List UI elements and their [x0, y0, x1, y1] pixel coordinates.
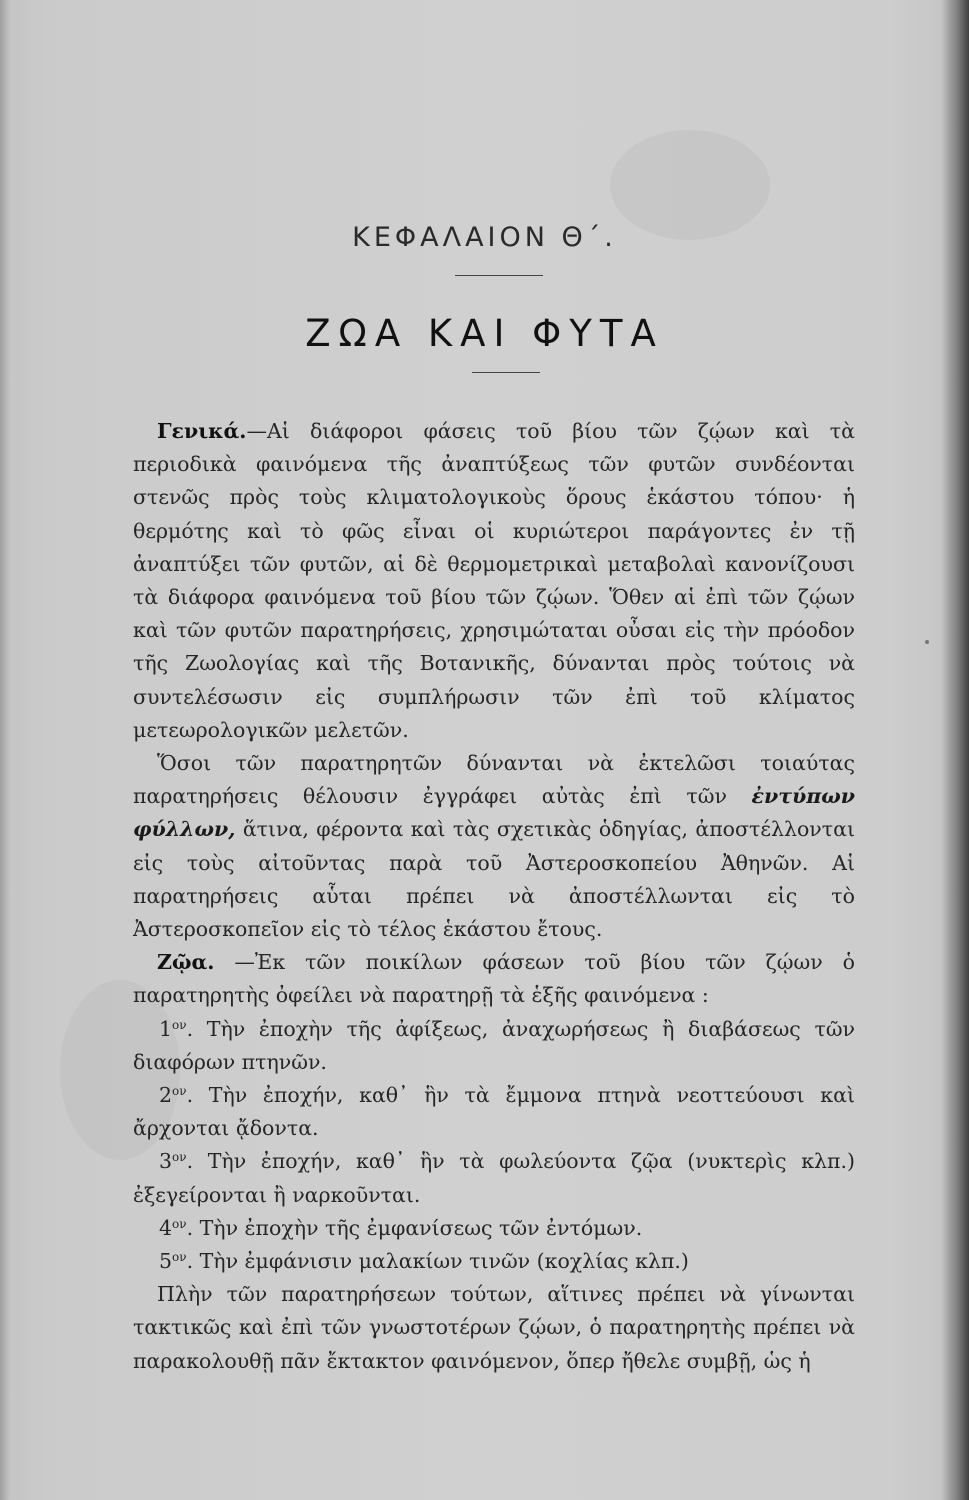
paragraph-head: Ζῷα.: [157, 950, 215, 975]
section-title: ΖΩΑ ΚΑΙ ΦΥΤΑ: [305, 312, 664, 355]
paragraph-animals: [133, 946, 855, 1012]
list-text: . Τὴν ἐποχήν, καθ᾽ ἣν τὰ φωλεύοντα ζῷα (νυκτερὶς κλπ.) ἐξεγείρονται ἢ ναρκοῦνται.: [133, 1149, 855, 1207]
list-text: . Τὴν ἐποχὴν τῆς ἀφίξεως, ἀναχωρήσεως ἢ διαβάσεως τῶν διαφόρων πτηνῶν.: [133, 1016, 855, 1074]
list-ordinal-suffix: ον: [172, 1250, 187, 1265]
list-number: 5: [159, 1249, 173, 1274]
body-text: [133, 415, 855, 1378]
list-ordinal-suffix: ον: [172, 1150, 187, 1165]
list-ordinal-suffix: ον: [172, 1216, 187, 1231]
list-number: 3: [159, 1149, 173, 1174]
divider-rule: [472, 372, 540, 373]
list-item: [133, 1079, 855, 1145]
list-item: [133, 1245, 855, 1278]
paper-speck: [925, 640, 929, 644]
paragraph-final: Πλὴν τῶν παρατηρήσεων τούτων, αἵτινες πρέπει νὰ γίνωνται τακτικῶς καὶ ἐπὶ τῶν γνωστοτέρων ζῴων, ὁ παρατηρητὴς πρέπει νὰ παρακολουθῇ πᾶν ἔκτακτον φαινόμενον, ὅπερ ἤθελε συμβῇ, ὡς ἡ: [133, 1282, 855, 1373]
paragraph-text: —Αἱ διάφοροι φάσεις τοῦ βίου τῶν ζῴων καὶ τὰ περιοδικὰ φαινόμενα τῆς ἀναπτύξεως τῶν φυτῶν συνδέονται στενῶς πρὸς τοὺς κλιματολογικοὺς ὅρους ἑκάστου τόπου· ἡ θερμότης καὶ τὸ φῶς εἶναι οἱ κυριώτεροι παράγοντες ἐν τῇ ἀναπτύξει τῶν φυτῶν, αἱ δὲ θερμομετρικαὶ μεταβολαὶ κανονίζουσι τὰ διάφορα φαινόμενα τοῦ βίου τῶν ζῴων. Ὅθεν αἱ ἐπὶ τῶν ζῴων καὶ τῶν φυτῶν παρατηρήσεις, χρησιμώταται οὖσαι εἰς τὴν πρόοδον τῆς Ζωολογίας καὶ τῆς Βοτανικῆς, δύνανται πρὸς τούτοις νὰ συντελέσωσιν εἰς συμπλήρωσιν τῶν ἐπὶ τοῦ κλίματος μετεωρολογικῶν μελετῶν.: [133, 419, 855, 742]
paragraph-text: ἅτινα, φέροντα καὶ τὰς σχετικὰς ὁδηγίας, ἀποστέλλονται εἰς τοὺς αἰτοῦντας παρὰ τοῦ Ἀστεροσκοπείου Ἀθηνῶν. Αἱ παρατηρήσεις αὗται πρέπει νὰ ἀποστέλλωνται εἰς τὸ Ἀστεροσκοπεῖον εἰς τὸ τέλος ἑκάστου ἔτους.: [133, 817, 855, 942]
paragraph-observers: [133, 747, 855, 946]
chapter-heading: ΚΕΦΑΛΑΙΟΝ Θ΄.: [352, 222, 617, 253]
emphasized-text: ἐντύπων φύλλων,: [133, 784, 855, 842]
list-ordinal-suffix: ον: [172, 1017, 187, 1032]
list-text: . Τὴν ἐποχὴν τῆς ἐμφανίσεως τῶν ἐντόμων.: [186, 1215, 643, 1240]
paragraph-general: [133, 415, 855, 747]
list-number: 1: [159, 1016, 173, 1041]
paragraph-text: Ὅσοι τῶν παρατηρητῶν δύνανται νὰ ἐκτελῶσι τοιαύτας παρατηρήσεις θέλουσιν ἐγγράφει αὐτὰς ἐπὶ τῶν: [133, 751, 855, 809]
list-text: . Τὴν ἐποχήν, καθ᾽ ἣν τὰ ἔμμονα πτηνὰ νεοττεύουσι καὶ ἄρχονται ᾄδοντα.: [133, 1083, 855, 1141]
paragraph-text: —Ἐκ τῶν ποικίλων φάσεων τοῦ βίου τῶν ζῴων ὁ παρατηρητὴς ὀφείλει νὰ παρατηρῇ τὰ ἑξῆς φαινόμενα :: [133, 950, 855, 1008]
paragraph-head: Γενικά.: [157, 419, 247, 443]
list-item: [133, 1013, 855, 1079]
list-text: . Τὴν ἐμφάνισιν μαλακίων τινῶν (κοχλίας κλπ.): [186, 1249, 689, 1274]
list-item: [133, 1145, 855, 1211]
list-item: [133, 1212, 855, 1245]
list-number: 2: [159, 1083, 173, 1108]
divider-rule: [455, 275, 543, 276]
list-number: 4: [159, 1215, 173, 1240]
list-ordinal-suffix: ον: [172, 1084, 187, 1099]
